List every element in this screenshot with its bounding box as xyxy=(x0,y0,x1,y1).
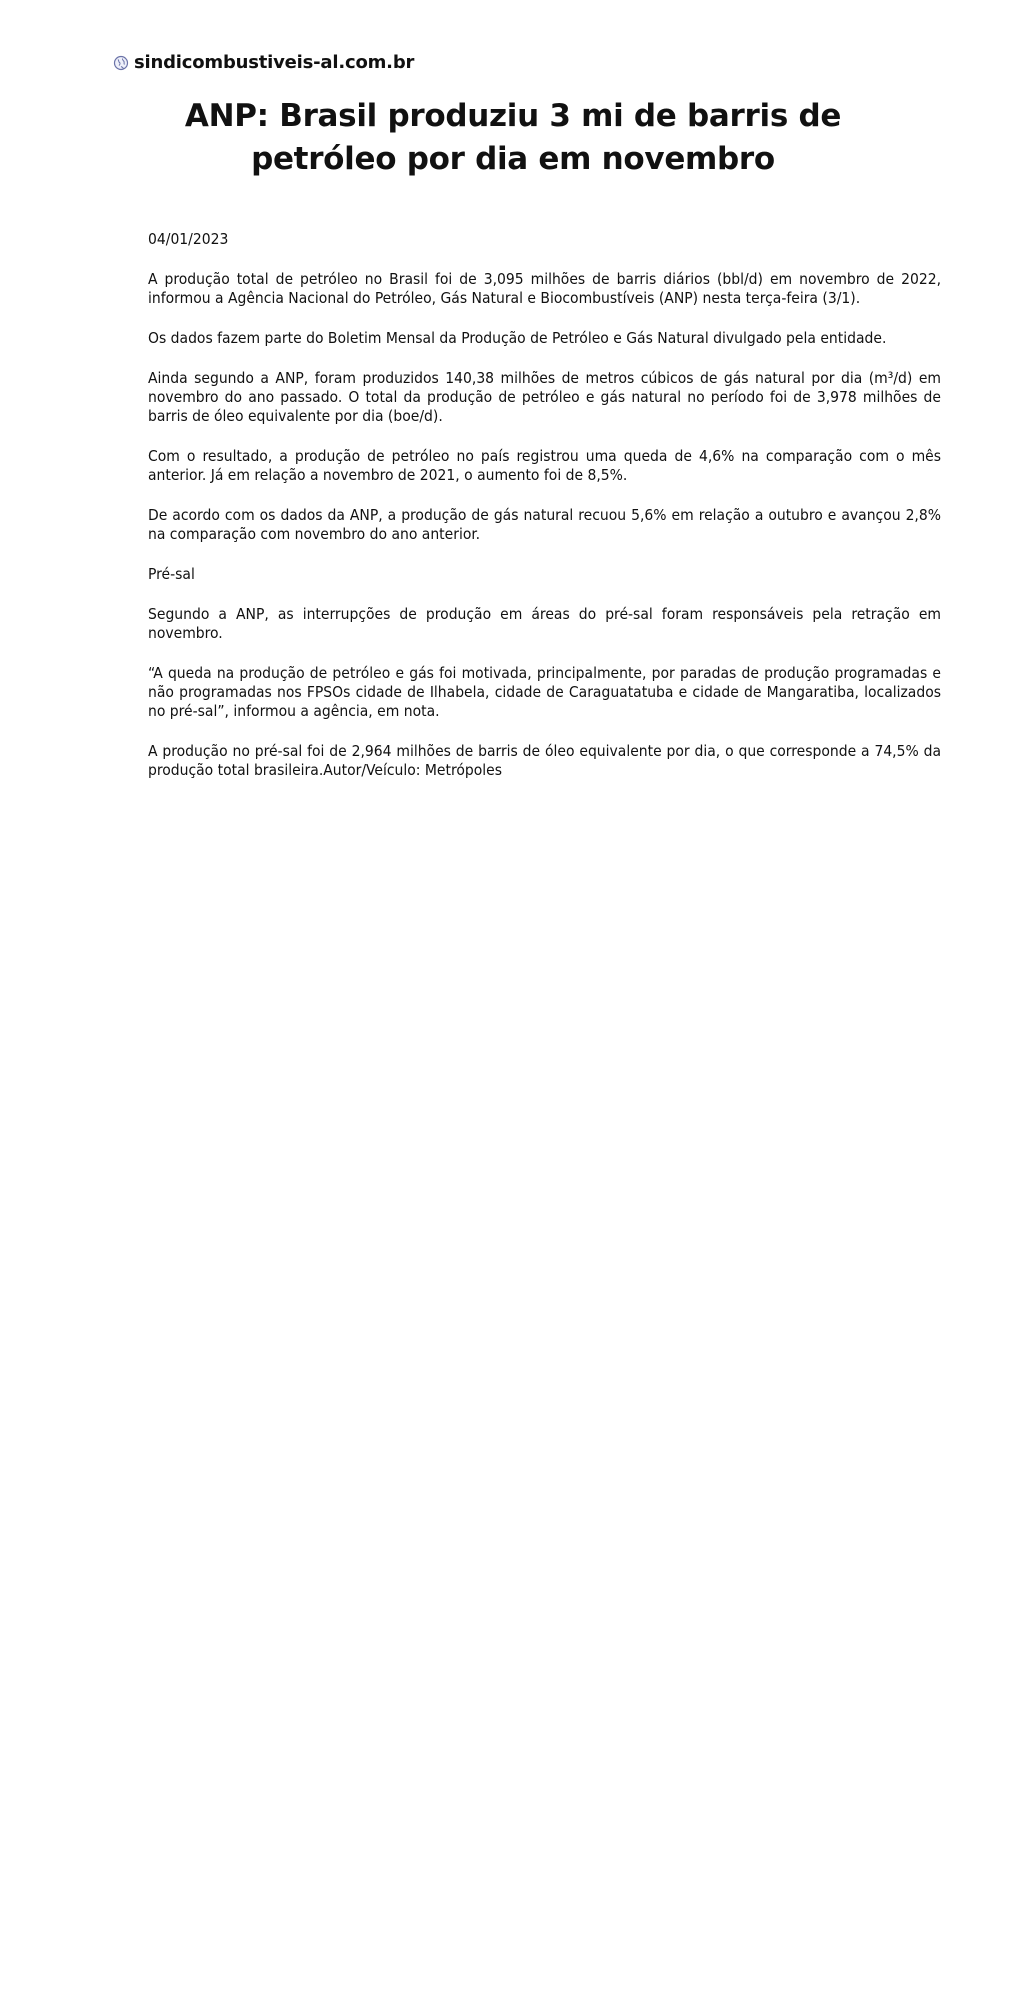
article-paragraph: Ainda segundo a ANP, foram produzidos 140,38 milhões de metros cúbicos de gás natural por dia (m³/d) em novembro do ano passado. O total da produção de petróleo e gás natural no período foi de 3,978 milhões de barris de óleo equivalente por dia (boe/d). xyxy=(148,369,941,425)
site-name[interactable]: sindicombustiveis-al.com.br xyxy=(134,52,415,73)
article-quote: “A queda na produção de petróleo e gás foi motivada, principalmente, por paradas de produção programadas e não programadas nos FPSOs cidade de Ilhabela, cidade de Caraguatatuba e cidade de Mangaratiba, localizados no pré-sal”, informou a agência, em nota. xyxy=(148,664,941,720)
article-date: 04/01/2023 xyxy=(148,230,229,248)
site-header xyxy=(113,52,414,73)
article-paragraph: A produção total de petróleo no Brasil foi de 3,095 milhões de barris diários (bbl/d) em novembro de 2022, informou a Agência Nacional do Petróleo, Gás Natural e Biocombustíveis (ANP) nesta terça-feira (3/1). xyxy=(148,270,941,307)
article-body xyxy=(148,230,941,801)
article-paragraph: De acordo com os dados da ANP, a produção de gás natural recuou 5,6% em relação a outubro e avançou 2,8% na comparação com novembro do ano anterior. xyxy=(148,506,941,543)
section-heading-pre-sal: Pré-sal xyxy=(148,565,195,583)
article-title: ANP: Brasil produziu 3 mi de barris de petróleo por dia em novembro xyxy=(184,98,842,177)
article-paragraph: Com o resultado, a produção de petróleo no país registrou uma queda de 4,6% na comparação com o mês anterior. Já em relação a novembro de 2021, o aumento foi de 8,5%. xyxy=(148,447,941,484)
article-paragraph: Segundo a ANP, as interrupções de produção em áreas do pré-sal foram responsáveis pela retração em novembro. xyxy=(148,605,941,642)
article-paragraph: Os dados fazem parte do Boletim Mensal da Produção de Petróleo e Gás Natural divulgado pela entidade. xyxy=(148,329,887,347)
globe-icon xyxy=(113,55,129,71)
article-paragraph: A produção no pré-sal foi de 2,964 milhões de barris de óleo equivalente por dia, o que corresponde a 74,5% da produção total brasileira.Autor/Veículo: Metrópoles xyxy=(148,742,941,779)
